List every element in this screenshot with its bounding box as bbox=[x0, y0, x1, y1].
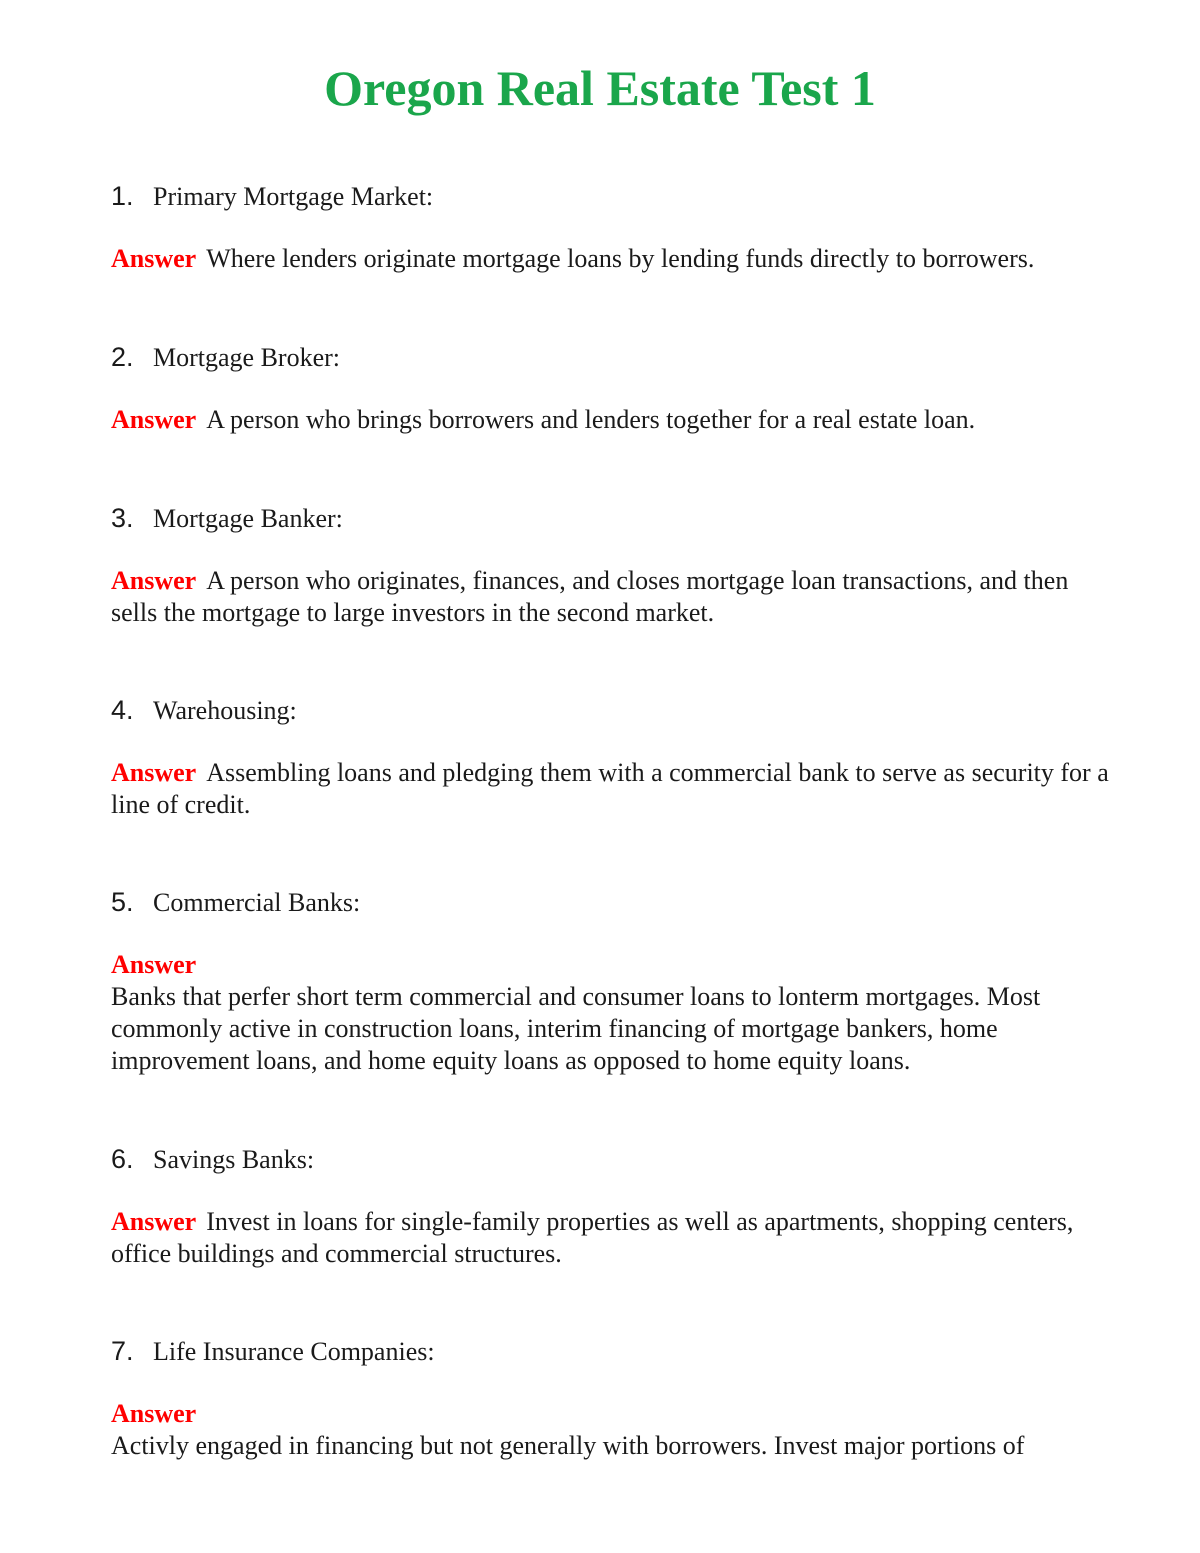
question-number: 7. bbox=[111, 1336, 134, 1366]
question-number: 5. bbox=[111, 887, 134, 917]
qa-item bbox=[111, 502, 1111, 629]
answer bbox=[111, 565, 1111, 629]
answer bbox=[111, 757, 1111, 821]
question-number: 3. bbox=[111, 503, 134, 533]
question-text: Warehousing: bbox=[153, 696, 297, 725]
question-text: Primary Mortgage Market: bbox=[153, 182, 434, 211]
answer-text: Activly engaged in financing but not generally with borrowers. Invest major portions of bbox=[111, 1431, 1025, 1460]
answer-label: Answer bbox=[111, 244, 197, 273]
answer-text: A person who brings borrowers and lenders together for a real estate loan. bbox=[206, 405, 976, 434]
answer-label: Answer bbox=[111, 758, 197, 787]
answer-label: Answer bbox=[111, 405, 197, 434]
answer bbox=[111, 243, 1111, 275]
answer bbox=[111, 1398, 1111, 1462]
answer-label: Answer bbox=[111, 1399, 197, 1428]
question bbox=[111, 1143, 1111, 1176]
question-number: 6. bbox=[111, 1144, 134, 1174]
answer bbox=[111, 949, 1111, 1077]
qa-item bbox=[111, 1335, 1111, 1462]
answer-text: Where lenders originate mortgage loans by lending funds directly to borrowers. bbox=[206, 244, 1035, 273]
question-text: Mortgage Broker: bbox=[153, 343, 341, 372]
answer-label: Answer bbox=[111, 566, 197, 595]
answer-label: Answer bbox=[111, 1207, 197, 1236]
question bbox=[111, 1335, 1111, 1368]
question-text: Savings Banks: bbox=[153, 1145, 315, 1174]
answer-text: Invest in loans for single-family properties as well as apartments, shopping centers, office buildings and commercial structures. bbox=[111, 1207, 1074, 1268]
answer-label: Answer bbox=[111, 950, 197, 979]
answer-text: Assembling loans and pledging them with a commercial bank to serve as security for a line of credit. bbox=[111, 758, 1109, 819]
question-number: 2. bbox=[111, 342, 134, 372]
question bbox=[111, 886, 1111, 919]
question-text: Mortgage Banker: bbox=[153, 504, 343, 533]
question-number: 4. bbox=[111, 695, 134, 725]
question-text: Life Insurance Companies: bbox=[153, 1337, 435, 1366]
question bbox=[111, 180, 1111, 213]
qa-item bbox=[111, 886, 1111, 1077]
qa-item bbox=[111, 341, 1111, 436]
answer-text: A person who originates, finances, and closes mortgage loan transactions, and then sells the mortgage to large investors in the second market. bbox=[111, 566, 1069, 627]
page-title: Oregon Real Estate Test 1 bbox=[324, 60, 876, 116]
question bbox=[111, 502, 1111, 535]
answer bbox=[111, 404, 1111, 436]
question-number: 1. bbox=[111, 181, 134, 211]
qa-item bbox=[111, 1143, 1111, 1270]
answer bbox=[111, 1206, 1111, 1270]
qa-item bbox=[111, 694, 1111, 821]
qa-item bbox=[111, 180, 1111, 275]
question-text: Commercial Banks: bbox=[153, 888, 361, 917]
question bbox=[111, 341, 1111, 374]
question bbox=[111, 694, 1111, 727]
answer-text: Banks that perfer short term commercial and consumer loans to lonterm mortgages. Most commonly active in construction loans, interim financing of mortgage bankers, home improvement loans, and home equity loans as opposed to home equity loans. bbox=[111, 982, 1041, 1075]
